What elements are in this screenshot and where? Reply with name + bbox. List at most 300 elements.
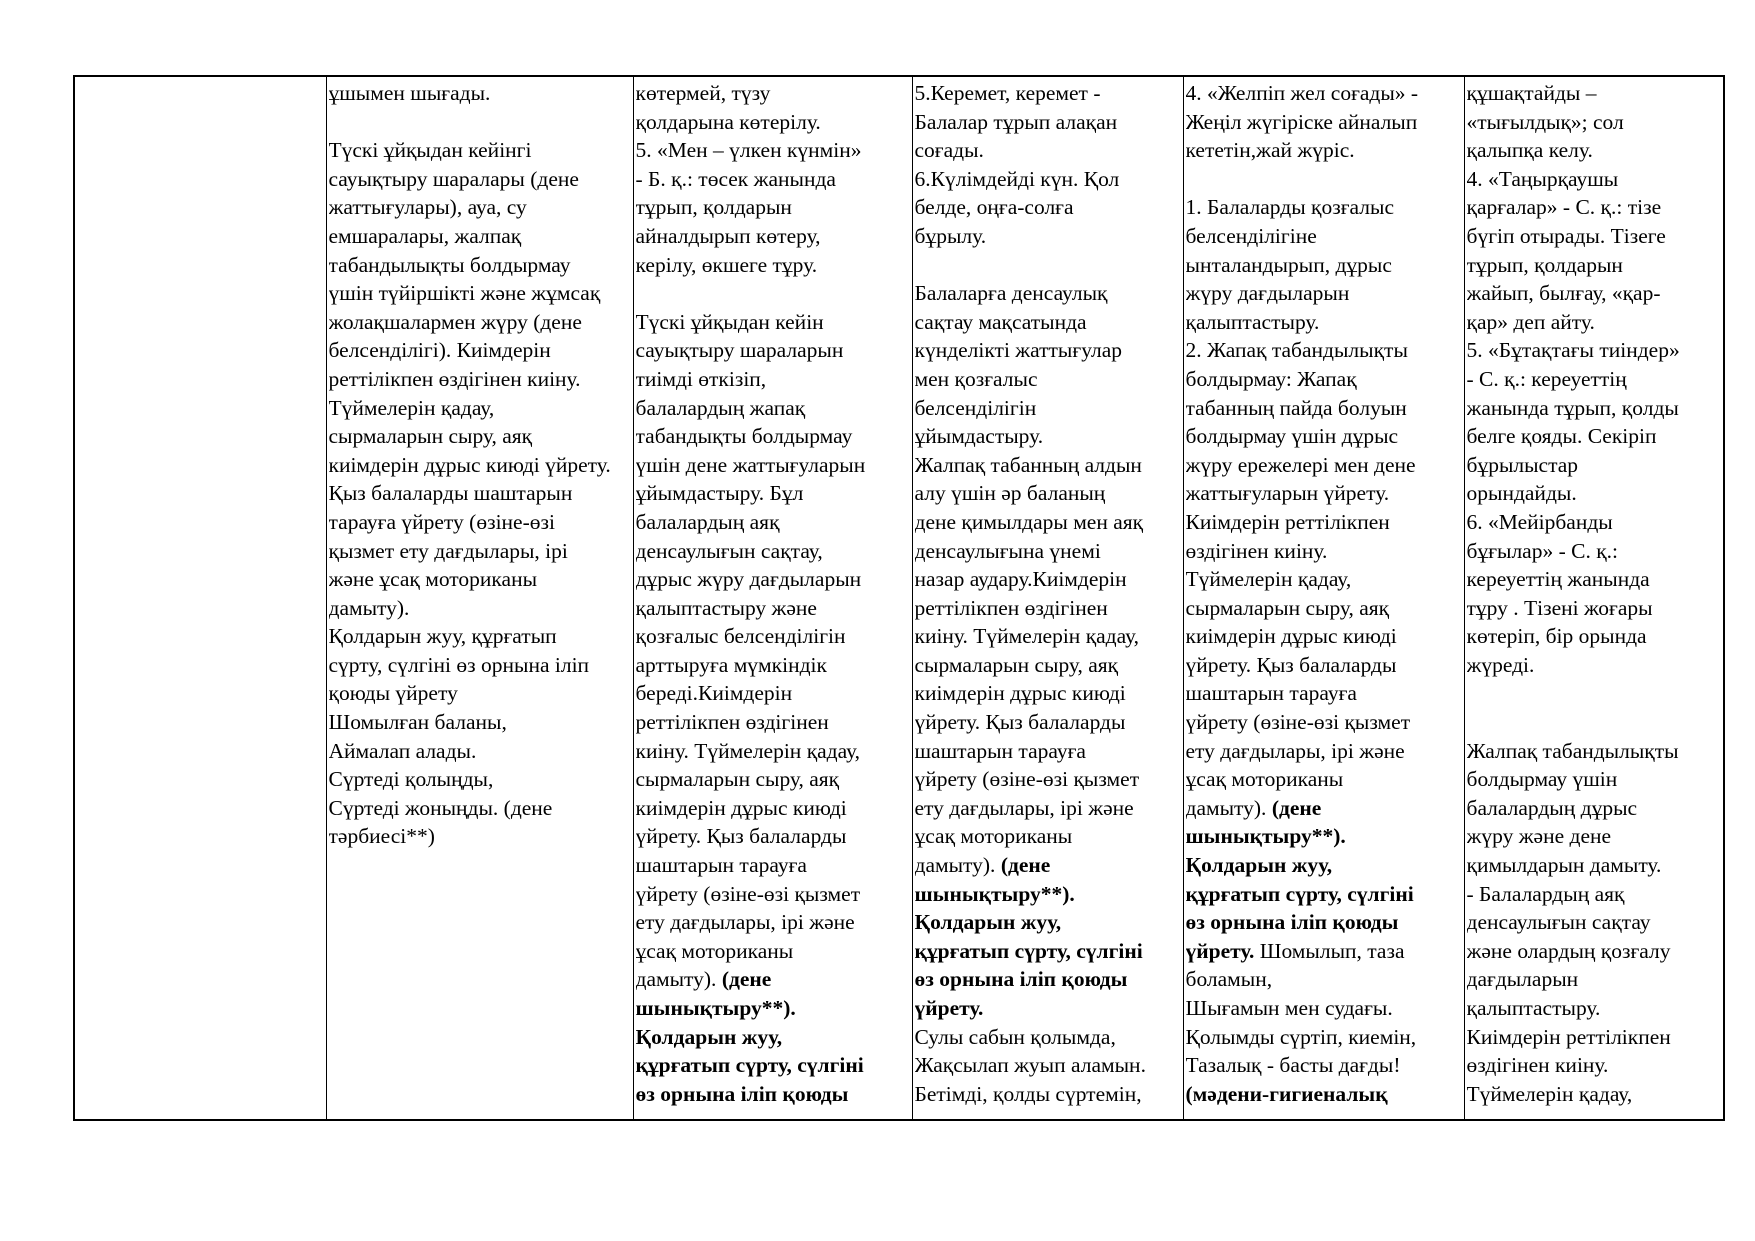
text-run: Жалпақ табандылықты [1466,738,1679,763]
text-line [329,308,633,337]
text-line [329,594,633,623]
text-line [915,108,1183,137]
bold-text-run: үйрету. [1185,938,1255,963]
text-run: күнделікті жаттығулар [914,338,1123,363]
text-line [1467,1080,1724,1109]
text-run: жүреді. [1466,652,1535,677]
bold-text-run: (дене [1000,853,1051,878]
text-run: 5.Керемет, керемет - [914,81,1101,105]
text-run: ету дағдылары, ірі және [914,795,1134,820]
text-line [1467,1051,1724,1080]
text-run: көтеріп, бір орында [1466,624,1647,649]
text-line [329,365,633,394]
text-line [636,279,912,308]
text-run: жаттығулары), ауа, су [328,195,527,220]
text-line [1467,136,1724,165]
text-line [1186,708,1464,737]
text-run: Шомылып, таза [1254,938,1405,963]
text-line [915,451,1183,480]
text-run: боламын, [1185,967,1273,992]
text-line [636,994,912,1023]
text-line [1186,937,1464,966]
text-run: ету дағдылары, ірі және [1185,738,1405,763]
text-run: көтермей, түзу [635,81,771,105]
table-cell-col-1 [326,76,633,1120]
text-line [1467,537,1724,566]
text-line [1186,1023,1464,1052]
text-line [1467,451,1724,480]
text-line [915,908,1183,937]
text-line [329,537,633,566]
text-run: - Балалардың аяқ [1466,881,1625,906]
text-line [1467,79,1724,108]
text-line [636,708,912,737]
text-run: шаштарын тарауға [1185,681,1357,706]
text-line [636,937,912,966]
text-run: дамыту). [1185,795,1272,820]
text-line [329,279,633,308]
text-run: шаштарын тарауға [635,853,807,878]
text-line [915,336,1183,365]
text-run: береді.Киімдерін [635,681,793,706]
text-line [1186,422,1464,451]
text-line [1467,165,1724,194]
text-line [1467,965,1724,994]
text-run: Түймелерін қадау, [1185,567,1352,592]
text-run: дамыту). [635,967,722,992]
text-line [329,565,633,594]
text-run: өздігінен киіну. [1185,538,1328,563]
text-run: болдырмау үшін дұрыс [1185,424,1399,449]
text-line [329,651,633,680]
text-run: 5. «Бұтақтағы тиіндер» [1466,338,1680,363]
text-run: тарауға үйрету (өзіне-өзі [328,509,555,534]
text-line [915,708,1183,737]
text-run: Бетімді, қолды сүртемін, [914,1081,1142,1106]
text-run: балалардың жапақ [635,395,806,420]
text-line [915,279,1183,308]
text-line [1467,394,1724,423]
text-run: жаттығуларын үйрету. [1185,481,1390,506]
text-line [1186,193,1464,222]
text-line [636,422,912,451]
text-line [1467,279,1724,308]
schedule-table [73,75,1725,1121]
text-run: орындайды. [1466,481,1577,506]
text-run: киімдерін дұрыс киюді [914,681,1126,706]
text-line [915,651,1183,680]
text-run: Қолдарын жуу, құрғатып [328,624,557,649]
text-line [1186,651,1464,680]
text-line [1186,165,1464,194]
text-line [1467,508,1724,537]
text-run: үйрету (өзіне-өзі қызмет [914,767,1140,792]
bold-text-run: құрғатып сүрту, сүлгіні [635,1053,864,1078]
text-line [636,193,912,222]
text-run: қарғалар» - С. қ.: тізе [1466,195,1662,220]
text-run: кететін,жай жүріс. [1185,138,1355,163]
text-line [1467,794,1724,823]
text-line [915,594,1183,623]
text-run: сырмаларын сыру, аяқ [914,652,1119,677]
text-run: белде, оңға-солға [914,195,1074,220]
text-run: тұру . Тізені жоғары [1466,595,1653,620]
text-line [636,651,912,680]
text-run: 4. «Таңырқаушы [1466,166,1619,191]
text-line [636,79,912,108]
text-line [1186,1080,1464,1109]
text-run: арттыруға мүмкіндік [635,652,827,677]
text-line [636,594,912,623]
text-run: жүру ережелері мен дене [1185,452,1416,477]
text-line [915,737,1183,766]
text-line [1467,479,1724,508]
text-line [1186,79,1464,108]
text-run: қимылдарын дамыту. [1466,853,1662,878]
text-line [1467,365,1724,394]
text-line [329,193,633,222]
table-cell-col-3 [912,76,1183,1120]
text-run: үйрету (өзіне-өзі қызмет [1185,710,1411,735]
text-line [915,222,1183,251]
text-run: ұсақ моториканы [1185,767,1344,792]
text-line [915,765,1183,794]
text-run: бүгіп отырады. Тізеге [1466,223,1666,248]
text-run: киімдерін дұрыс киюді үйрету. [328,452,611,477]
text-line [329,336,633,365]
text-line [1186,108,1464,137]
text-line [329,708,633,737]
text-line [329,765,633,794]
text-line [915,165,1183,194]
text-line [329,165,633,194]
text-line [636,1051,912,1080]
bold-text-run: үйрету. [914,996,984,1020]
text-line [1467,622,1724,651]
text-line [1467,908,1724,937]
text-line [1467,251,1724,280]
bold-text-run: шынықтыру**). [1185,824,1346,849]
text-run: - С. қ.: кереуеттің [1466,366,1627,391]
text-run: жанында тұрып, қолды [1466,395,1679,420]
text-line [636,222,912,251]
text-line [915,508,1183,537]
text-line [1186,965,1464,994]
text-run: Жеңіл жүгіріске айналып [1185,109,1418,134]
bold-text-run: (дене [721,967,772,992]
text-line [636,679,912,708]
text-run: - Б. қ.: төсек жанында [635,166,836,191]
text-run: болдырмау: Жапақ [1185,366,1357,391]
text-line [1186,365,1464,394]
text-line [915,679,1183,708]
text-run: бұғылар» - С. қ.: [1466,538,1619,563]
text-line [1467,108,1724,137]
text-line [915,965,1183,994]
text-run: дамыту). [914,853,1001,878]
text-run: 6. «Мейірбанды [1466,509,1613,534]
table-cell-col-5 [1464,76,1724,1120]
text-run: ұсақ моториканы [635,938,794,963]
text-line [1467,336,1724,365]
text-run: кереуеттің жанында [1466,567,1650,592]
text-line [1186,508,1464,537]
text-line [915,193,1183,222]
text-run: Түскі ұйқыдан кейін [635,309,824,334]
text-line [636,165,912,194]
text-run: қалыптастыру. [1466,996,1601,1020]
text-line [1186,679,1464,708]
text-line [636,108,912,137]
text-line [915,422,1183,451]
text-line [1186,565,1464,594]
text-line [915,479,1183,508]
text-line [915,394,1183,423]
text-line [915,880,1183,909]
text-line [1467,851,1724,880]
text-run: белсенділігін [914,395,1037,420]
text-run: реттілікпен өздігінен [635,710,829,735]
text-line [1467,937,1724,966]
text-line [329,451,633,480]
text-line [636,336,912,365]
text-run: киіну. Түймелерін қадау, [914,624,1140,649]
text-line [1186,737,1464,766]
text-line [636,880,912,909]
text-run: Киімдерін реттілікпен [1185,509,1390,534]
text-run: тиімді өткізіп, [635,366,767,391]
text-line [1186,479,1464,508]
bold-text-run: шынықтыру**). [914,881,1075,906]
text-line [1467,880,1724,909]
text-run: «тығылдық»; сол [1466,109,1624,134]
text-line [915,565,1183,594]
text-run: балалардың дұрыс [1466,795,1638,820]
text-run: үйрету. Қыз балаларды [635,824,847,849]
text-run: Қыз балаларды шаштарын [328,481,573,506]
text-line [636,479,912,508]
text-run: соғады. [914,138,984,163]
text-run: өздігінен киіну. [1466,1053,1609,1078]
text-run: ынталандырып, дұрыс [1185,252,1392,277]
text-run: Түймелерін қадау, [1466,1081,1633,1106]
text-line [329,222,633,251]
text-line [1467,737,1724,766]
text-run: табандылықты болдырмау [328,252,571,277]
text-run: сырмаларын сыру, аяқ [635,767,840,792]
text-run: құшақтайды – [1466,81,1597,105]
text-line [329,794,633,823]
text-run: Түймелерін қадау, [328,395,495,420]
text-run: Жалпақ табанның алдын [914,452,1142,477]
text-line [1467,708,1724,737]
bold-text-run: өз орнына іліп қоюды [1185,910,1399,935]
text-run: балалардың аяқ [635,509,780,534]
text-run: үшін дене жаттығуларын [635,452,866,477]
text-line [636,1023,912,1052]
text-run: және ұсақ моториканы [328,567,538,592]
text-run: реттілікпен өздігінен [914,595,1108,620]
text-line [329,79,633,108]
text-line [1186,279,1464,308]
text-line [636,851,912,880]
text-run: үйрету. Қыз балаларды [914,710,1126,735]
text-run: алу үшін әр баланың [914,481,1106,506]
text-run: белсенділігіне [1185,223,1317,248]
text-run: табанның пайда болуын [1185,395,1407,420]
text-line [636,537,912,566]
text-run: дамыту). [328,595,410,620]
bold-text-run: шынықтыру**). [635,996,796,1020]
text-run: қалыптастыру және [635,595,817,620]
text-line [636,794,912,823]
text-line [329,622,633,651]
text-line [915,1023,1183,1052]
bold-text-run: өз орнына іліп қоюды [914,967,1128,992]
text-run: үшін түйіршікті және жұмсақ [328,281,601,306]
text-line [1467,222,1724,251]
text-line [1467,1023,1724,1052]
text-line [915,937,1183,966]
text-run: назар аудару.Киімдерін [914,567,1127,592]
bold-text-run: (дене [1271,795,1322,820]
table-cell-col-2 [633,76,912,1120]
text-run: қызмет ету дағдылары, ірі [328,538,568,563]
text-line [915,79,1183,108]
text-run: белге қояды. Секіріп [1466,424,1657,449]
text-run: бұрылу. [914,223,987,248]
text-line [329,251,633,280]
text-run: денсаулығын сақтау [1466,910,1651,935]
text-run: қалыптастыру. [1185,309,1320,334]
text-run: Балалар тұрып алақан [914,109,1118,134]
text-run: қоюды үйрету [328,681,458,706]
text-run: 5. «Мен – үлкен күнмін» [635,138,862,163]
text-run: мен қозғалыс [914,366,1038,391]
text-line [1186,994,1464,1023]
text-run: дене қимылдары мен аяқ [914,509,1144,534]
text-run: қар» деп айту. [1466,309,1595,334]
bold-text-run: Қолдарын жуу, [914,910,1062,935]
text-line [329,737,633,766]
text-run: жайып, былғау, «қар- [1466,281,1661,306]
text-line [329,479,633,508]
text-line [915,822,1183,851]
text-line [915,1080,1183,1109]
text-run: ету дағдылары, ірі және [635,910,855,935]
text-run: қалыпқа келу. [1466,138,1593,163]
text-run: Қолымды сүртіп, киемін, [1185,1024,1417,1049]
text-line [1186,622,1464,651]
text-line [915,537,1183,566]
text-line [1186,822,1464,851]
bold-text-run: өз орнына іліп қоюды [635,1081,849,1106]
text-line [636,908,912,937]
text-line [329,422,633,451]
table-cell-col-0 [74,76,326,1120]
table-cell-col-4 [1183,76,1464,1120]
text-run: керілу, өкшеге тұру. [635,252,818,277]
text-line [1467,651,1724,680]
text-line [1186,880,1464,909]
text-line [1186,537,1464,566]
text-run: 4. «Желпіп жел соғады» - [1185,81,1419,105]
text-line [329,508,633,537]
text-line [1467,679,1724,708]
text-run: Сүртеді қолыңды, [328,767,494,792]
text-line [329,394,633,423]
text-line [915,994,1183,1023]
text-run: жүру және дене [1466,824,1612,849]
text-line [1186,308,1464,337]
text-line [1467,308,1724,337]
text-run: тұрып, қолдарын [1466,252,1623,277]
text-run: Шомылған баланы, [328,710,507,735]
text-run: болдырмау үшін [1466,767,1618,792]
text-run: сауықтыру шаралары (дене [328,166,579,191]
text-line [636,308,912,337]
text-run: айналдырып көтеру, [635,223,821,248]
text-run: денсаулығына үнемі [914,538,1101,563]
text-line [636,822,912,851]
text-line [1467,422,1724,451]
text-line [1467,193,1724,222]
text-run: сақтау мақсатында [914,309,1087,334]
text-run: үйрету (өзіне-өзі қызмет [635,881,861,906]
text-line [915,365,1183,394]
text-line [636,251,912,280]
text-line [1467,822,1724,851]
text-run: тұрып, қолдарын [635,195,792,220]
text-line [636,136,912,165]
text-run: 6.Күлімдейді күн. Қол [914,166,1120,191]
text-run: киімдерін дұрыс киюді [1185,624,1397,649]
text-run: Тазалық - басты дағды! [1185,1053,1401,1078]
text-run: Түскі ұйқыдан кейінгі [328,138,532,163]
text-run: киімдерін дұрыс киюді [635,795,847,820]
text-run: бұрылыстар [1466,452,1579,477]
text-line [1186,794,1464,823]
text-run: табандықты болдырмау [635,424,853,449]
text-line [915,136,1183,165]
text-run: Сулы сабын қолымда, [914,1024,1116,1049]
text-run: үйрету. Қыз балаларды [1185,652,1397,677]
text-run: Сүртеді жоныңды. (дене [328,795,553,820]
text-run: ұйымдастыру. [914,424,1044,449]
text-line [329,136,633,165]
text-line [1467,565,1724,594]
text-run: және олардың қозғалу [1466,938,1671,963]
text-run: киіну. Түймелерін қадау, [635,738,861,763]
text-line [636,765,912,794]
text-run: сауықтыру шараларын [635,338,844,363]
bold-text-run: Қолдарын жуу, [635,1024,783,1049]
text-line [915,308,1183,337]
text-run: 1. Балаларды қозғалыс [1185,195,1394,220]
text-line [1186,594,1464,623]
text-run: жүру дағдыларын [1185,281,1350,306]
text-line [915,622,1183,651]
text-line [1467,765,1724,794]
text-line [915,851,1183,880]
table-row [74,76,1724,1120]
bold-text-run: Қолдарын жуу, [1185,853,1333,878]
text-line [1186,765,1464,794]
text-line [636,965,912,994]
text-line [636,365,912,394]
text-run: белсенділігі). Киімдерін [328,338,551,363]
text-run: реттілікпен өздігінен киіну. [328,366,581,391]
